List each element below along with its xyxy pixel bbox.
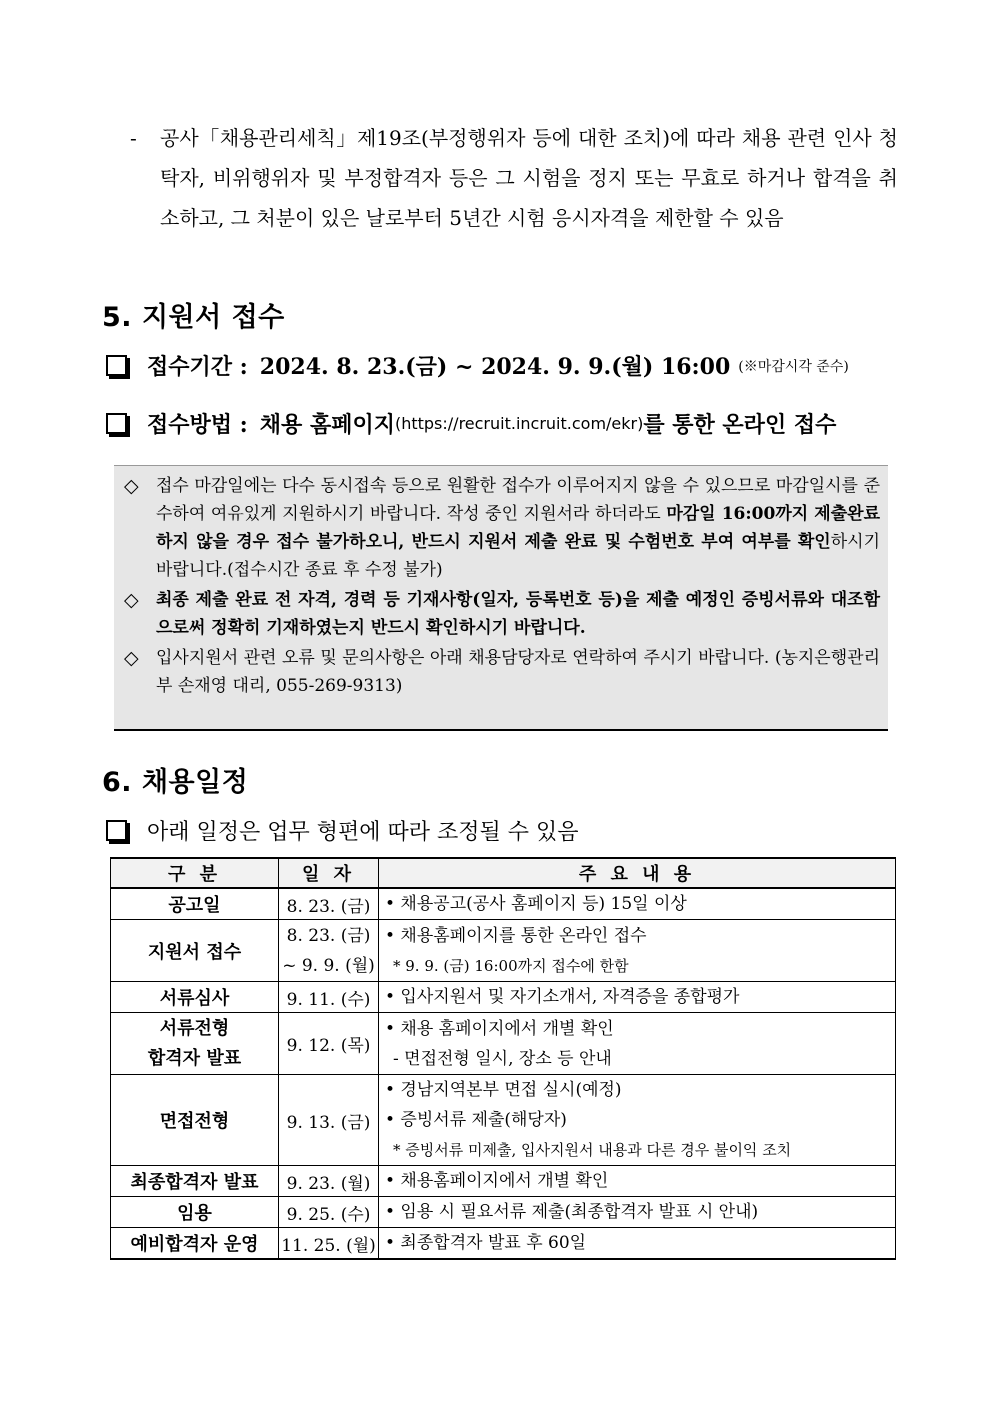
header-stage: 구 분 xyxy=(111,858,279,888)
content-cell xyxy=(379,1197,896,1228)
application-period xyxy=(106,350,849,381)
note-bold-text: 최종 제출 완료 전 자격, 경력 등 기재사항(일자, 등록번호 등)을 제출 예정인 증빙서류와 대조함으로써 정확히 기재하였는지 반드시 확인하시기 바랍니다. xyxy=(156,590,880,638)
content-item: • 경남지역본부 면접 실시(예정) xyxy=(385,1080,622,1100)
date-cell: 11. 25. (월) xyxy=(279,1228,379,1260)
stage-cell xyxy=(111,1013,279,1075)
checkbox-icon xyxy=(106,820,127,841)
method-label: 접수방법 : xyxy=(147,412,248,438)
stage-cell: 지원서 접수 xyxy=(111,920,279,982)
date-cell: 9. 23. (월) xyxy=(279,1166,379,1197)
stage-line: 합격자 발표 xyxy=(147,1047,242,1069)
content-note: * 증빙서류 미제출, 입사지원서 내용과 다른 경우 불이익 조치 xyxy=(393,1141,792,1159)
header-date: 일 자 xyxy=(279,858,379,888)
method-value: 채용 홈페이지 xyxy=(259,412,395,438)
stage-cell: 서류심사 xyxy=(111,982,279,1013)
content-note: * 9. 9. (금) 16:00까지 접수에 한함 xyxy=(393,956,629,975)
table-row xyxy=(111,1166,896,1197)
method-value-suffix: 를 통한 온라인 접수 xyxy=(643,412,837,438)
content-cell xyxy=(379,1013,896,1075)
period-note: (※마감시각 준수) xyxy=(738,358,849,375)
application-notes-box xyxy=(114,465,888,731)
note-text: 입사지원서 관련 오류 및 문의사항은 아래 채용담당자로 연락하여 주시기 바랍니다. (농지은행관리부 손재영 대리, 055-269-9313) xyxy=(156,648,880,696)
section-6-title: 6. 채용일정 xyxy=(102,767,249,798)
table-row xyxy=(111,888,896,920)
period-value: 2024. 8. 23.(금) ~ 2024. 9. 9.(월) 16:00 xyxy=(259,354,731,380)
stage-cell: 임용 xyxy=(111,1197,279,1228)
stage-cell: 공고일 xyxy=(111,888,279,920)
diamond-icon: ◇ xyxy=(124,589,139,611)
content-item: • 채용홈페이지를 통한 온라인 접수 xyxy=(385,925,647,946)
date-cell: 9. 11. (수) xyxy=(279,982,379,1013)
schedule-table xyxy=(110,857,896,1260)
note-bold-text: 마감일 16:00까지 제출완료하지 않을 경우 접수 불가하오니, 반드시 지원서 제출 완료 및 수험번호 부여 여부를 확인 xyxy=(156,504,880,552)
date-cell: 8. 23. (금) xyxy=(279,888,379,920)
content-item: • 채용 홈페이지에서 개별 확인 xyxy=(385,1018,614,1039)
content-cell xyxy=(379,982,896,1013)
date-cell: 9. 13. (금) xyxy=(279,1075,379,1166)
content-item: • 임용 시 필요서류 제출(최종합격자 발표 시 안내) xyxy=(385,1202,759,1222)
checkbox-icon xyxy=(106,413,127,434)
application-method xyxy=(106,408,836,439)
note-text: 접수 마감일에는 다수 동시접속 등으로 원활한 접수가 이루어지지 않을 수 있으므로 마감일시를 준수하여 여유있게 지원하시기 바랍니다. 작성 중인 지원서라 하더라도 xyxy=(156,476,880,524)
diamond-icon: ◇ xyxy=(124,475,139,497)
content-subitem: - 면접전형 일시, 장소 등 안내 xyxy=(393,1048,612,1069)
content-item: • 채용공고(공사 홈페이지 등) 15일 이상 xyxy=(385,894,687,914)
section-5-title: 5. 지원서 접수 xyxy=(102,302,285,333)
stage-cell: 면접전형 xyxy=(111,1075,279,1166)
recruit-url-link[interactable]: (https://recruit.incruit.com/ekr) xyxy=(394,414,644,433)
stage-cell: 최종합격자 발표 xyxy=(111,1166,279,1197)
schedule-intro-text: 아래 일정은 업무 형편에 따라 조정될 수 있음 xyxy=(147,820,579,845)
notice-text: 공사「채용관리세칙」제19조(부정행위자 등에 대한 조치)에 따라 채용 관련 인사 청탁자, 비위행위자 및 부정합격자 등은 그 시험을 정지 또는 무효로 하거나 합격을 취소하고, 그 처분이 있은 날로부터 5년간 시험 응시자격을 제한할 수 있음 xyxy=(160,126,898,230)
note-item xyxy=(122,644,880,700)
content-item: • 입사지원서 및 자기소개서, 자격증을 종합평가 xyxy=(385,987,740,1007)
content-item: • 증빙서류 제출(해당자) xyxy=(385,1110,567,1130)
table-row xyxy=(111,1075,896,1166)
period-label: 접수기간 : xyxy=(147,354,248,380)
disqualification-notice xyxy=(130,118,898,238)
date-cell: 9. 12. (목) xyxy=(279,1013,379,1075)
table-row xyxy=(111,1197,896,1228)
note-item xyxy=(122,586,880,642)
content-item: • 채용홈페이지에서 개별 확인 xyxy=(385,1171,609,1191)
table-row xyxy=(111,920,896,982)
stage-line: 서류전형 xyxy=(159,1017,230,1039)
notice-dash: - xyxy=(130,126,137,150)
content-cell xyxy=(379,888,896,920)
note-text: 하시기 바랍니다.(접수시간 종료 후 수정 불가) xyxy=(156,532,880,580)
stage-cell: 예비합격자 운영 xyxy=(111,1228,279,1260)
table-row xyxy=(111,1013,896,1075)
content-cell xyxy=(379,1228,896,1260)
content-cell xyxy=(379,1166,896,1197)
date-line: 8. 23. (금) xyxy=(286,925,371,946)
date-line: ~ 9. 9. (월) xyxy=(282,955,375,976)
header-content: 주 요 내 용 xyxy=(379,858,896,888)
note-item xyxy=(122,472,880,584)
checkbox-icon xyxy=(106,355,127,376)
diamond-icon: ◇ xyxy=(124,647,139,669)
date-cell: 9. 25. (수) xyxy=(279,1197,379,1228)
date-cell xyxy=(279,920,379,982)
table-row xyxy=(111,1228,896,1260)
content-item: • 최종합격자 발표 후 60일 xyxy=(385,1233,587,1253)
table-row xyxy=(111,982,896,1013)
content-cell xyxy=(379,1075,896,1166)
schedule-intro xyxy=(106,815,579,846)
table-header-row xyxy=(111,858,896,888)
content-cell xyxy=(379,920,896,982)
